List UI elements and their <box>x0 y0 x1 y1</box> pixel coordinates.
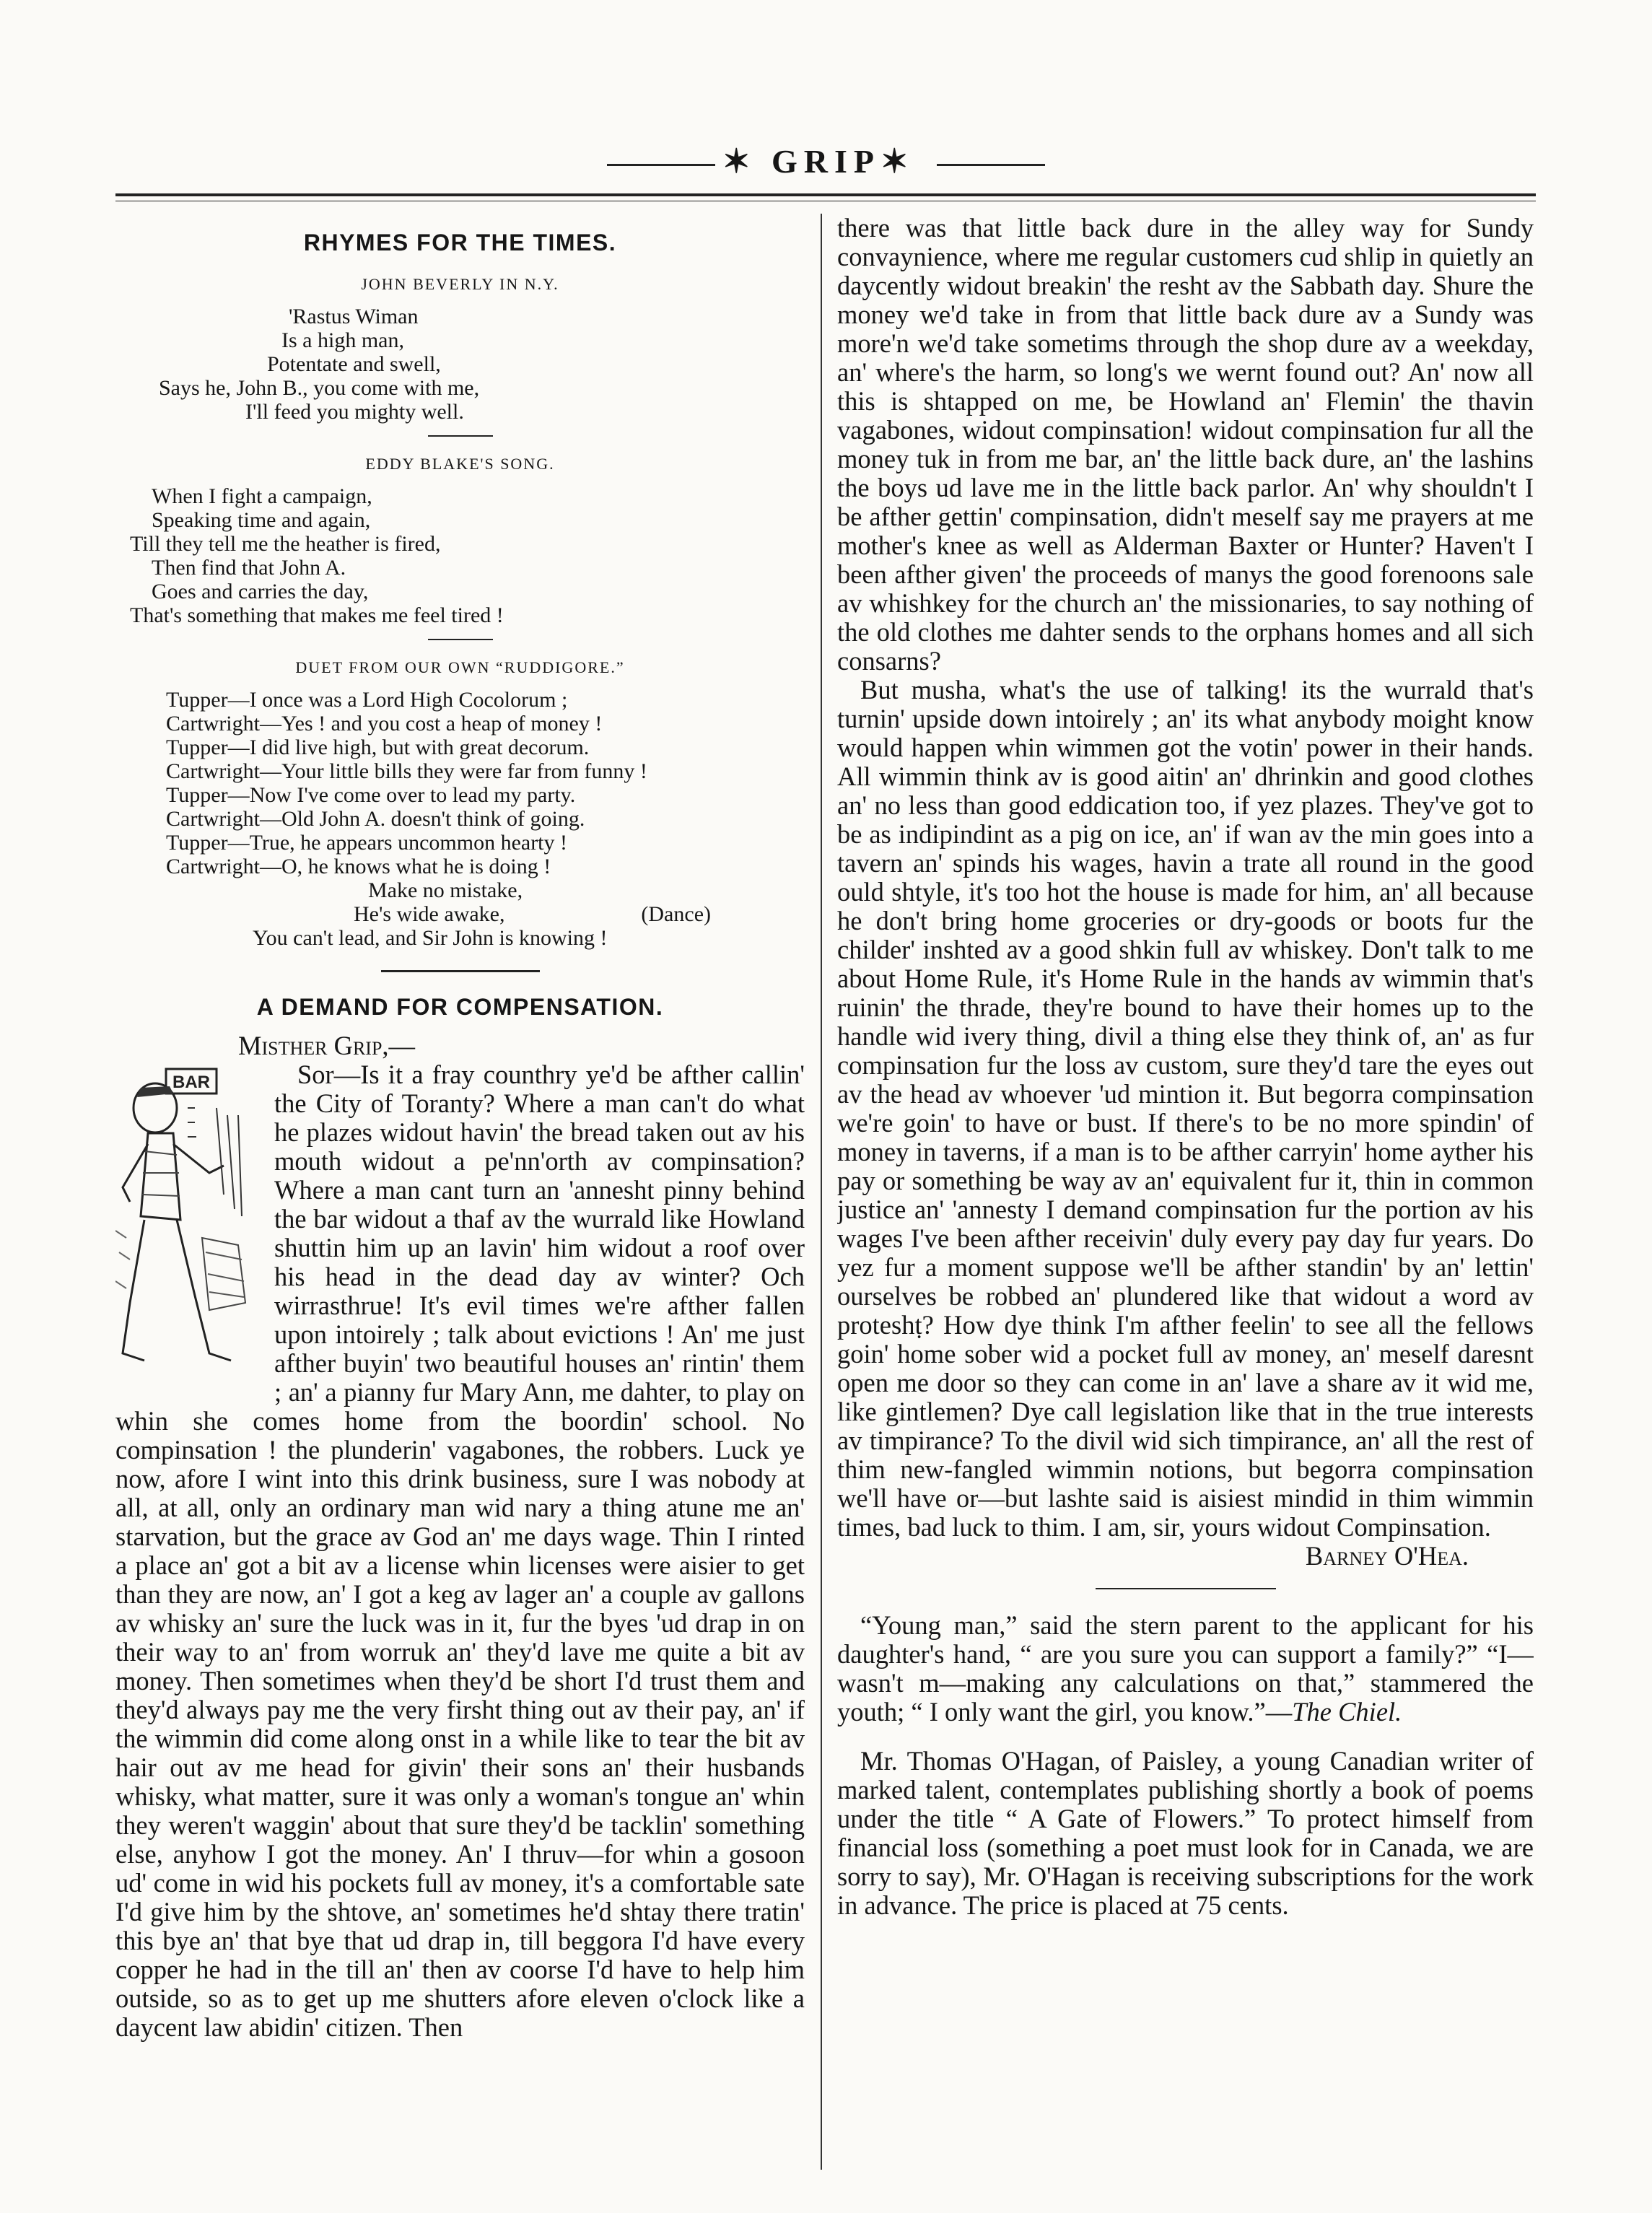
verse-line: Tupper—Now I've come over to lead my party. <box>166 783 576 807</box>
verse-line: Is a high man, <box>281 328 404 352</box>
verse-line-text: He's wide awake, <box>354 902 505 926</box>
verse-block-1 <box>115 305 805 424</box>
section-rule <box>428 639 493 640</box>
right-column <box>837 214 1534 2170</box>
verse-block-2 <box>115 484 805 627</box>
masthead: ✶ GRIP✶ <box>0 141 1652 180</box>
verse-line: When I fight a campaign, <box>152 484 372 508</box>
verse-line: Potentate and swell, <box>267 352 441 376</box>
masthead-rule-right <box>937 164 1045 166</box>
verse-line: Cartwright—Yes ! and you cost a heap of money ! <box>166 712 603 736</box>
verse-line: Then find that John A. <box>152 556 346 580</box>
verse-block-3 <box>115 688 805 950</box>
verse-line: You can't lead, and Sir John is knowing ! <box>253 926 608 950</box>
article-separator <box>381 970 540 972</box>
young-man-text: “Young man,” said the stern parent to the applicant for his daughter's hand, “ are you sure you can support a family?” “I—wasn't m—making any calculations on that,” stammered the youth; “ I only want the girl, you know.”— <box>837 1610 1534 1727</box>
left-column <box>115 214 805 2170</box>
verse-line: Cartwright—O, he knows what he is doing ! <box>166 855 551 878</box>
salutation: Misther Grip,— <box>238 1031 416 1060</box>
verse-line: Till they tell me the heather is fired, <box>130 532 441 556</box>
verse-line: Tupper—I once was a Lord High Cocolorum ; <box>166 688 568 712</box>
demand-body-left: Sor—Is it a fray counthry ye'd be afther callin' the City of Toranty? Where a man can't do what he plazes widout havin' the bread taken out av his mouth widout a pe'nn'orth av compinsation? Where a man cant turn an 'annesht pinny behind the bar widout a thaf av the wurrald like Howland shuttin him up an lavin' him widout a roof over his head in the dead day av winter? Och wirrasthrue! It's evil times we're afther fallen upon intoirely ; talk about evictions ! An' me just afther buyin' two beautiful houses an' rintin' them ; an' a pianny fur Mary Ann, me dahter, to play on whin she comes home from the boordin' school. No compinsation ! the plunderin' vagabones, the robbers. Luck ye now, afore I wint into this drink business, sure I was nobody at all, at all, only an ordinary man wid nary a thing atune me an' starvation, but the grace av God an' me days wage. Thin I rinted a place an' got a bit av a license whin licenses were aisier to get than they are now, an' I got a keg av lager an' a couple av gallons av whisky an' sure the luck was in it, fur the byes 'ud drap in on their way to an' from worruk an' they'd lave me quite a bit av money. Then sometimes when they'd be short I'd trust them and they'd always pay me the very firsht thing out av their pay, an' if the wimmin did come along onst in a while like to tear the bit av hair out av me head for givin' their sons an' their husbands whisky, what matter, sure it was only a woman's tongue an' whin they weren't waggin' about that sure they'd be tacklin' something else, anyhow I got the money. An' I thruv—for whin a gosoon ud' come in wid his pockets full av money, it's a comfortable sate I'd give him by the shtove, an' sometimes he'd shtay there tratin' this bye an' that bye that ud drap in, till beggora I'd have every copper he had in the till an' then av coorse I'd have to help him outside, so as to get up me shutters afore eleven o'clock like a daycent law abidin' citizen. Then <box>115 1060 805 2042</box>
demand-body-right-2: But musha, what's the use of talking! its the wurrald that's turnin' upside down intoirely ; an' its what anybody moight know would happen whin wimmen got the votin' power in their hands. All wimmin think av is good aitin' an' dhrinkin and good clothes an' no less than good eddication too, if yez plazes. They've got to be as indipindint as a pig on ice, an' if wan av the min goes into a tavern an' spinds his wages, havin a trate all round in the good ould shtyle, it's too hot the house is made for him, an' all because he don't bring home groceries or dry-goods or boots fur the childer' inshted av a good shkin full av whiskey. Don't talk to me about Home Rule, it's Home Rule in the hands av wimmin that's ruinin' the thrade, they're bound to have their homes up to the handle wid ivery thing, divil a thing else they think of, an' as fur compinsation fur the loss av custom, sure they'd tare the eyes out av the head av whoever 'ud mintion it. But begorra compinsation we're goin' to have or bust. If there's to be no more spindin' of money in taverns, if a man is to be afther carryin' home ayther his pay or something be way av an' equivalent fur it, thin in common justice an' 'annesty I demand compinsation fur the portion av his wages I've been afther receivin' duly every pay day fur years. Do yez fur a moment suppose we'll be afther standin' by an' lettin' ourselves be robbed an' plundered like that widout a word av proteshṭ? How dye think I'm afther feelin' to see all the fellows goin' home sober wid a pocket full av money, an' meself daresnt open me door so they can come in an' lave a share av it wid me, like gintlemen? Dye call legislation like that in the true interests av timpirance? To the divil wid sich timpirance, an' all the rest of thim new-fangled wimmin notions, but begorra compinsation we'll have or—but lashte said is aisiest mindid in thim wimmin times, bad luck to thim. I am, sir, yours widout Compinsation. <box>837 675 1534 1542</box>
bar-sign-text: BAR <box>172 1073 210 1092</box>
verse-line: Cartwright—Old John A. doesn't think of going. <box>166 807 585 831</box>
verse-line: Tupper—True, he appears uncommon hearty ! <box>166 831 568 855</box>
header-double-rule <box>115 193 1536 201</box>
verse-line: That's something that makes me feel tired ! <box>130 603 504 627</box>
young-man-source: The Chiel. <box>1292 1697 1402 1727</box>
verse-line: I'll feed you mighty well. <box>245 400 464 424</box>
column-divider <box>821 214 822 2170</box>
masthead-title: GRIP <box>772 143 880 180</box>
verse-line: Says he, John B., you come with me, <box>159 376 480 400</box>
verse-line: Goes and carries the day, <box>152 580 369 603</box>
rhymes-subtitle-3: DUET FROM OUR OWN “RUDDIGORE.” <box>295 658 625 676</box>
stage-direction: (Dance) <box>641 902 711 926</box>
verse-line: Speaking time and again, <box>152 508 371 532</box>
verse-line: Make no mistake, <box>368 878 523 902</box>
verse-line: 'Rastus Wiman <box>289 305 419 328</box>
verse-line <box>354 902 805 926</box>
young-man-paragraph <box>837 1611 1534 1727</box>
signature: Barney O'Hea. <box>1305 1541 1469 1571</box>
verse-line: Tupper—I did live high, but with great decorum. <box>166 736 590 759</box>
barkeeper-illustration <box>115 1065 267 1382</box>
masthead-rule-left <box>607 164 715 166</box>
article-separator <box>1096 1588 1276 1589</box>
ohagan-paragraph: Mr. Thomas O'Hagan, of Paisley, a young Canadian writer of marked talent, contemplates publishing shortly a book of poems under the title “ A Gate of Flowers.” To protect himself from financial loss (something a poet must look for in Canada, we are sorry to say), Mr. O'Hagan is receiving subscriptions for the work in advance. The price is placed at 75 cents. <box>837 1746 1534 1920</box>
demand-title: A DEMAND FOR COMPENSATION. <box>256 994 664 1020</box>
rhymes-subtitle-2: EDDY BLAKE'S SONG. <box>365 455 555 473</box>
rhymes-title: RHYMES FOR THE TIMES. <box>303 230 617 256</box>
section-rule <box>428 435 493 437</box>
rhymes-subtitle-1: JOHN BEVERLY IN N.Y. <box>361 275 559 293</box>
verse-line: Cartwright—Your little bills they were far from funny ! <box>166 759 647 783</box>
demand-body-right-1: there was that little back dure in the alley way for Sundy convaynience, where me regular customers cud shlip in quietly an daycently widout breakin' the resht av the Sabbath day. Shure the money we'd take in from that little back dure av a Sundy was more'n we'd take sometims through the shop dure av a weekday, an' where's the harm, so long's we wernt found out? An' now all this is shtapped on me, be Howland an' Flemin' the thavin vagabones, widout compinsation! widout compinsation fur all the money tuk in from me bar, an' the little back dure, an' the lashins the boys ud lave me in the little back parlor. An' why shouldn't I be afther gettin' compinsation, didn't meself say me prayers at me mother's knee as well as Alderman Baxter or Hunter? Haven't I been afther given' the proceeds of manys the good forenoons sale av whishkey for the church an' the missionaries, to say nothing of the old clothes me dahter sends to the orphans homes and all sich consarns? <box>837 214 1534 676</box>
